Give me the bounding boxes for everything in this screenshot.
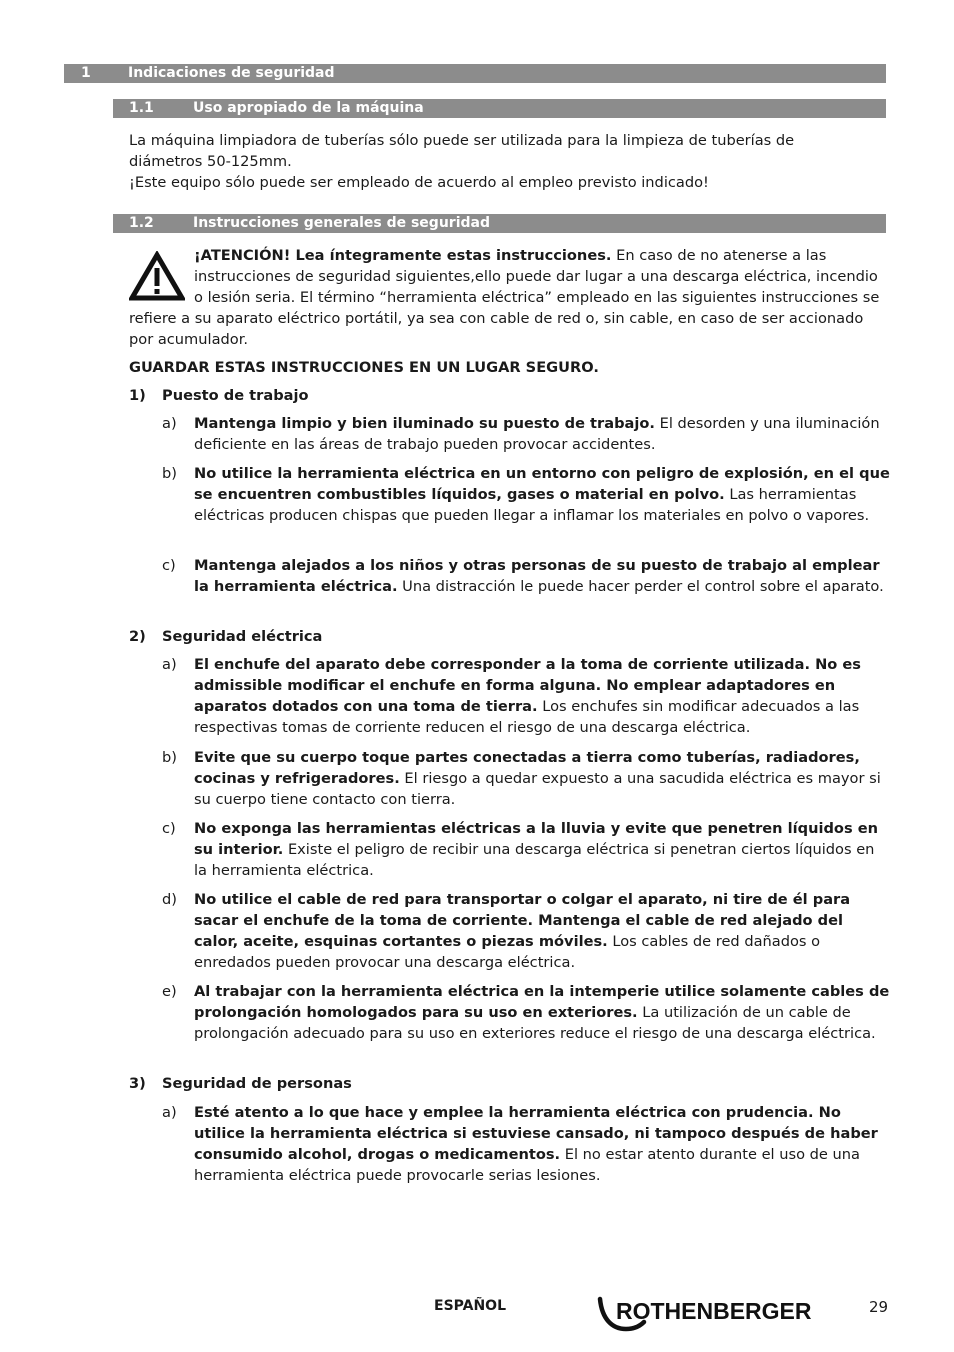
intro-line-2: ¡Este equipo sólo puede ser empleado de acuerdo al empleo previsto indicado! [129,174,709,191]
subsection-title: Seguridad eléctrica [162,628,323,645]
item-text: Los cables de red dañados o enredados pueden provocar una descarga eléctrica. [194,933,821,971]
warning-text: En caso de no atenerse a las instrucciones de seguridad siguientes,ello puede dar lugar a una descarga eléctrica, incendio o lesión seria. El término “herramienta eléctrica” empleado en las siguientes instrucciones se refiere a su aparato eléctrico portátil, ya sea con cable de red o, sin cable, en caso de ser accionado por acumulador. [129,247,880,348]
subsection-number: 2) [129,628,146,645]
subsection-number: 1) [129,387,146,404]
list-item [129,654,891,738]
subsection-title: Puesto de trabajo [162,387,309,404]
section-1-2-header [113,214,886,233]
section-title: Indicaciones de seguridad [128,65,335,81]
item-bold: No utilice el cable de red para transportar o colgar el aparato, ni tire de él para sacar el enchufe de la toma de corriente. Mantenga el cable de red alejado del calor, aceite, esquinas cortantes o piezas móviles. [194,891,851,950]
item-letter: a) [162,656,177,673]
item-letter: e) [162,983,177,1000]
section-1-header [64,64,886,83]
list-item [129,463,891,526]
list-item [129,818,891,881]
list-item [129,413,891,455]
section-number: 1.2 [129,215,154,231]
item-bold: Mantenga alejados a los niños y otras personas de su puesto de trabajo al emplear la herramienta eléctrica. [194,557,880,595]
item-bold: No exponga las herramientas eléctricas a la lluvia y evite que penetren líquidos en su interior. [194,820,879,858]
footer-language: ESPAÑOL [434,1298,506,1314]
warning-paragraph [129,245,891,350]
item-letter: d) [162,891,177,908]
list-item [129,1102,891,1186]
keep-instructions: GUARDAR ESTAS INSTRUCCIONES EN UN LUGAR SEGURO. [129,359,599,376]
item-text: El desorden y una iluminación deficiente en las áreas de trabajo pueden provocar accidentes. [194,415,880,453]
item-letter: a) [162,415,177,432]
item-bold: Al trabajar con la herramienta eléctrica en la intemperie utilice solamente cables de prolongación homologados para su uso en exteriores. [194,983,890,1021]
list-item [129,747,891,810]
item-text: El riesgo a quedar expuesto a una sacudida eléctrica es mayor si su cuerpo tiene contacto con tierra. [194,770,881,808]
item-bold: Evite que su cuerpo toque partes conectadas a tierra como tuberías, radiadores, cocinas y refrigeradores. [194,749,860,787]
section-number: 1.1 [129,100,154,116]
page-number: 29 [869,1298,889,1316]
item-text: La utilización de un cable de prolongación adecuado para su uso en exteriores reduce el riesgo de una descarga eléctrica. [194,1004,876,1042]
item-letter: b) [162,749,177,766]
item-text: Una distracción le puede hacer perder el control sobre el aparato. [397,578,884,595]
list-item [129,981,891,1044]
item-letter: c) [162,820,176,837]
list-item [129,889,891,973]
section-1-1-header [113,99,886,118]
section-title: Uso apropiado de la máquina [193,100,424,116]
item-bold: No utilice la herramienta eléctrica en un entorno con peligro de explosión, en el que se encuentren combustibles líquidos, gases o material en polvo. [194,465,890,503]
section-title: Instrucciones generales de seguridad [193,215,490,231]
intro-line-1: La máquina limpiadora de tuberías sólo puede ser utilizada para la limpieza de tuberías de diámetros 50-125mm. [129,132,795,170]
subsection-3-heading [129,1073,352,1094]
intro-paragraph [129,130,849,193]
item-bold: Mantenga limpio y bien iluminado su puesto de trabajo. [194,415,655,432]
rothenberger-logo [596,1293,836,1333]
subsection-1-heading [129,385,309,406]
subsection-number: 3) [129,1075,146,1092]
item-text: El no estar atento durante el uso de una herramienta eléctrica puede provocarle serias lesiones. [194,1146,860,1184]
subsection-title: Seguridad de personas [162,1075,352,1092]
item-text: Los enchufes sin modificar adecuados a las respectivas tomas de corriente reducen el riesgo de una descarga eléctrica. [194,698,860,736]
item-letter: a) [162,1104,177,1121]
item-bold: Esté atento a lo que hace y emplee la herramienta eléctrica con prudencia. No utilice la herramienta eléctrica si estuviese cansado, ni tampoco después de haber consumido alcohol, drogas o medicamentos. [194,1104,878,1163]
item-text: Existe el peligro de recibir una descarga eléctrica si penetran ciertos líquidos en la herramienta eléctrica. [194,841,875,879]
section-number: 1 [81,65,91,81]
item-letter: c) [162,557,176,574]
warning-bold: ¡ATENCIÓN! Lea íntegramente estas instrucciones. [194,247,612,264]
subsection-2-heading [129,626,322,647]
list-item [129,555,891,597]
item-text: Las herramientas eléctricas producen chispas que pueden llegar a inflamar los materiales en polvo o vapores. [194,486,870,524]
item-bold: El enchufe del aparato debe corresponder a la toma de corriente utilizada. No es admissible modificar el enchufe en forma alguna. No emplear adaptadores en aparatos dotados con una toma de tierra. [194,656,861,715]
logo-text: ROTHENBERGER [616,1298,812,1324]
item-letter: b) [162,465,177,482]
